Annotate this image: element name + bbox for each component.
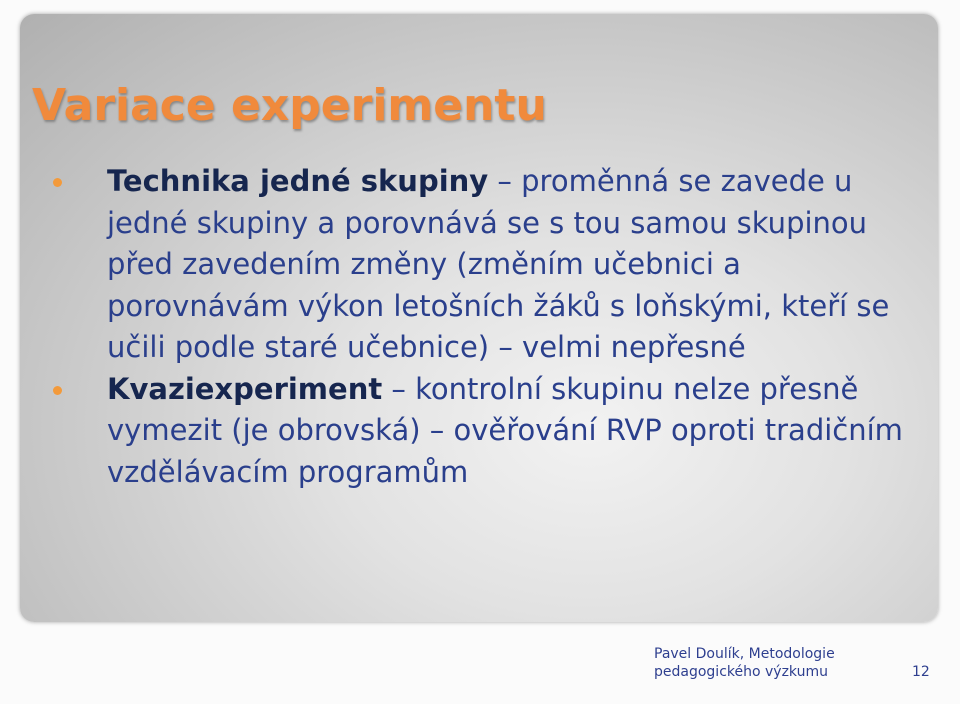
bullet-text: – proměnná se zavede u jedné skupiny a porovnává se s tou samou skupinou před zavedením změny (změním učebnici a porovnávám výkon letošních žáků s loňskými, kteří se učili podle staré učebnice) – velmi nepřesné: [107, 164, 890, 364]
page-number: 12: [912, 664, 930, 680]
bullet-term: Kvaziexperiment: [107, 371, 383, 406]
slide-title: Variace experimentu: [32, 80, 547, 131]
bullet-term: Technika jedné skupiny: [107, 164, 489, 198]
bullet-list: [50, 161, 920, 493]
footer-author: [654, 645, 854, 681]
bullet-item-jedna-skupina: [50, 161, 920, 369]
bullet-item-kvaziexperiment: [50, 369, 920, 494]
footer-line-1: Pavel Doulík, Metodologie: [654, 646, 835, 662]
bullet-text: – kontrolní skupinu nelze přesně vymezit (je obrovská) – ověřování RVP oproti tradičním vzdělávacím programům: [107, 371, 903, 489]
footer-line-2: pedagogického výzkumu: [654, 664, 828, 680]
bullet-dot-icon: [53, 386, 62, 395]
bullet-dot-icon: [53, 178, 62, 187]
